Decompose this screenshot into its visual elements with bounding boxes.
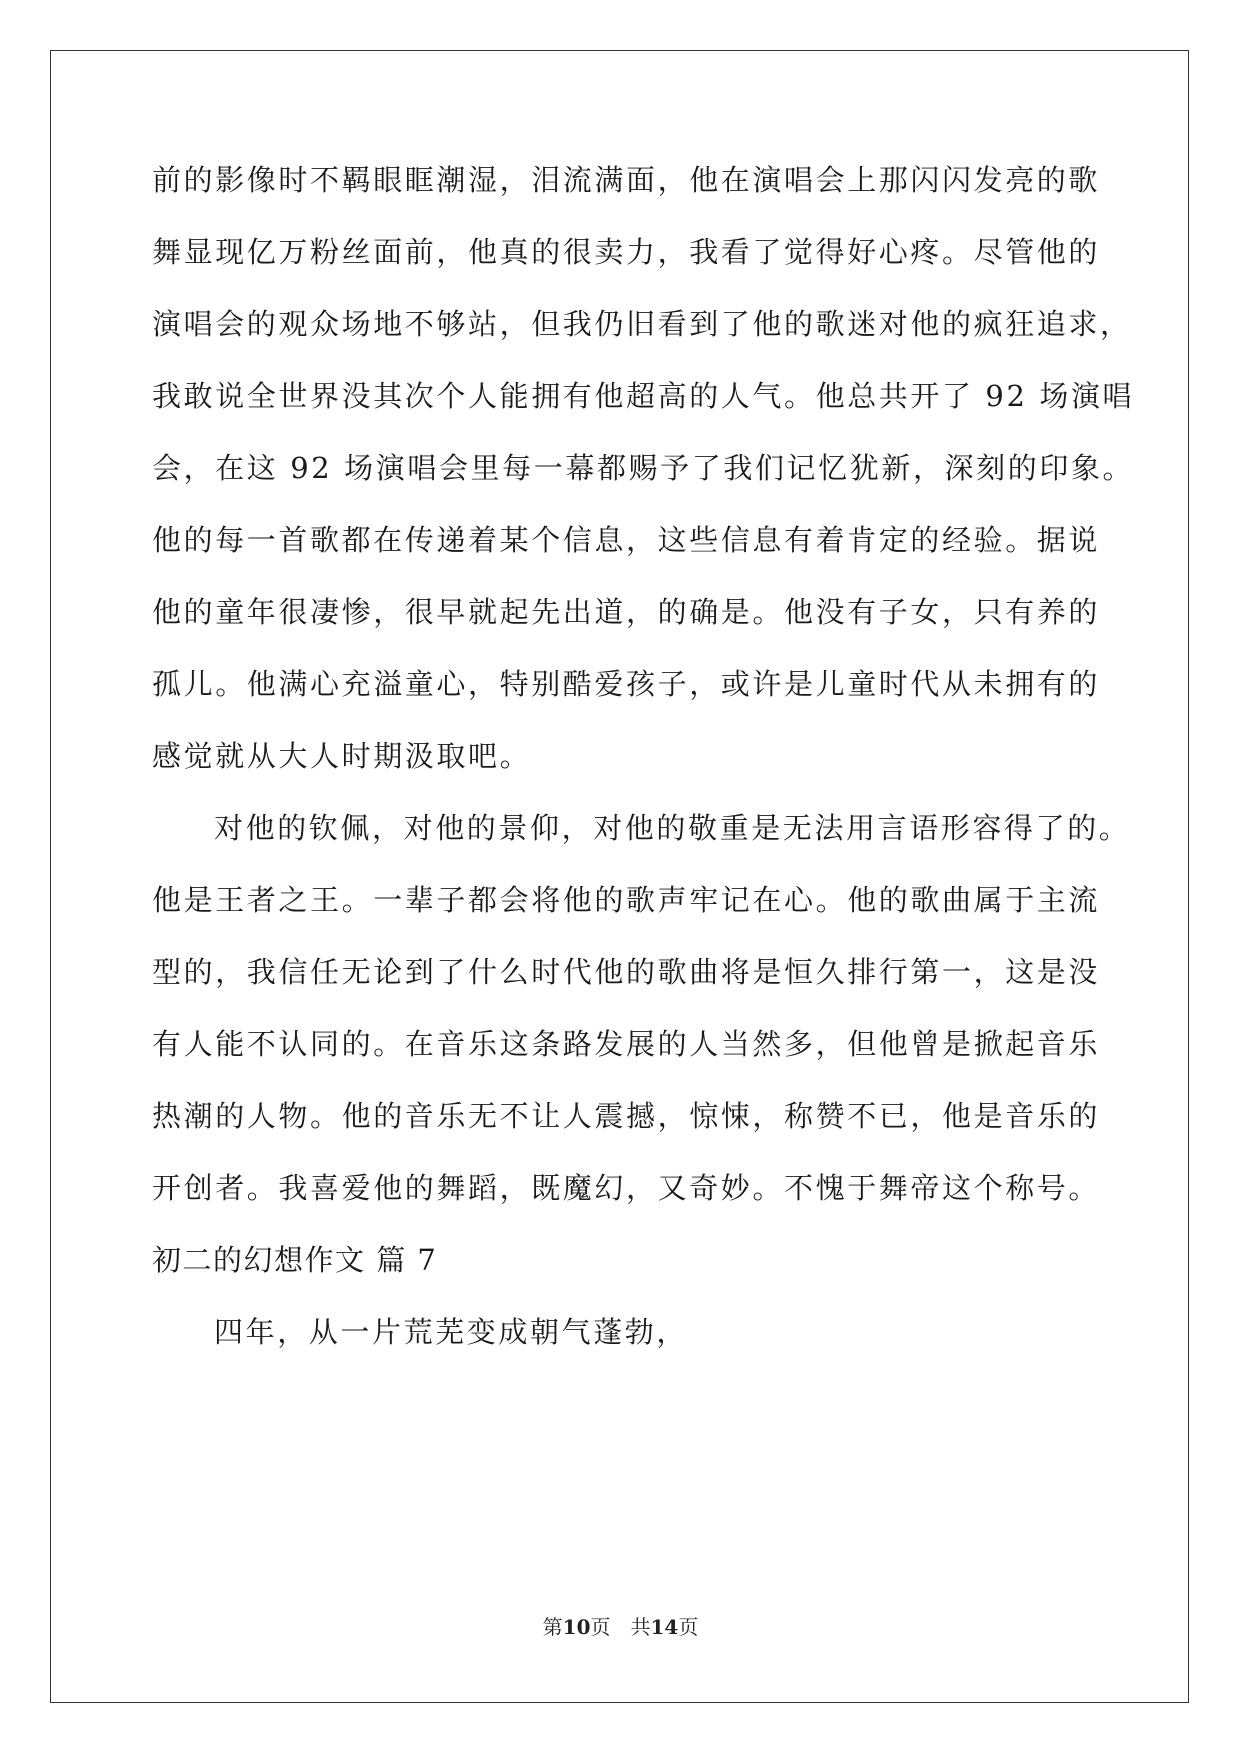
body-text-line: 孤儿。他满心充溢童心，特别酷爱孩子，或许是儿童时代从未拥有的 [152, 667, 1101, 701]
page-suffix: 页 [590, 1615, 611, 1639]
body-text-line: 前的影像时不羁眼眶潮湿，泪流满面，他在演唱会上那闪闪发亮的歌 [152, 163, 1101, 197]
paragraph-first-line: 对他的钦佩，对他的景仰，对他的敬重是无法用言语形容得了的。 [214, 811, 1131, 845]
body-text-line: 舞显现亿万粉丝面前，他真的很卖力，我看了觉得好心疼。尽管他的 [152, 235, 1101, 269]
body-text-line: 感觉就从大人时期汲取吧。 [152, 739, 532, 773]
body-text-line: 他的童年很凄惨，很早就起先出道，的确是。他没有子女，只有养的 [152, 595, 1101, 629]
total-suffix: 页 [678, 1615, 699, 1639]
body-text-line: 他是王者之王。一辈子都会将他的歌声牢记在心。他的歌曲属于主流 [152, 883, 1101, 917]
body-text-line: 开创者。我喜爱他的舞蹈，既魔幻，又奇妙。不愧于舞帝这个称号。 [152, 1171, 1101, 1205]
total-pages: 14 [650, 1615, 679, 1639]
body-text-line: 他的每一首歌都在传递着某个信息，这些信息有着肯定的经验。据说 [152, 523, 1101, 557]
body-text-line: 热潮的人物。他的音乐无不让人震撼，惊悚，称赞不已，他是音乐的 [152, 1099, 1101, 1133]
body-text-line: 会，在这 92 场演唱会里每一幕都赐予了我们记忆犹新，深刻的印象。 [152, 451, 1135, 485]
body-text-line: 有人能不认同的。在音乐这条路发展的人当然多，但他曾是掀起音乐 [152, 1027, 1101, 1061]
body-text-line: 演唱会的观众场地不够站，但我仍旧看到了他的歌迷对他的疯狂追求， [152, 307, 1132, 341]
page-footer [0, 1615, 1241, 1639]
total-prefix: 共 [630, 1615, 651, 1639]
page-border [50, 50, 1189, 1703]
page-prefix: 第 [542, 1615, 563, 1639]
paragraph-first-line: 四年，从一片荒芜变成朝气蓬勃， [214, 1315, 689, 1349]
body-text-line: 我敢说全世界没其次个人能拥有他超高的人气。他总共开了 92 场演唱 [152, 379, 1135, 413]
section-heading: 初二的幻想作文 篇 7 [152, 1243, 438, 1277]
body-text-line: 型的，我信任无论到了什么时代他的歌曲将是恒久排行第一，这是没 [152, 955, 1101, 989]
page-number: 10 [562, 1615, 591, 1639]
